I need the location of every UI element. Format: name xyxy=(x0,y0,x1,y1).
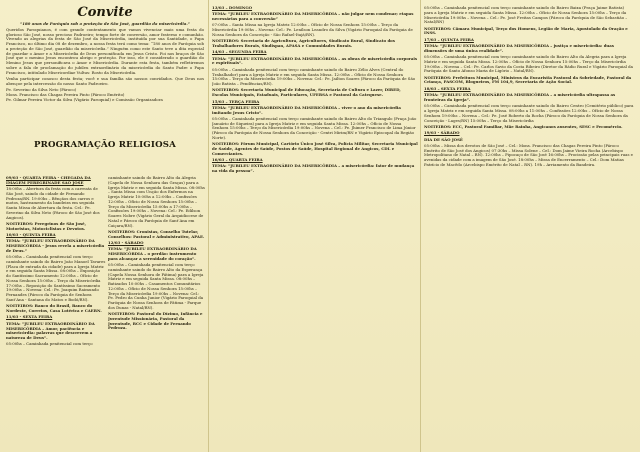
day-heading: 19/03 - SÁBADO xyxy=(424,130,460,136)
day-tema: TEMA: “JUBILEU EXTRAORDINÁRIO DA MISERICÓRDIA - Jesus revela a misericórdia de Deus.” xyxy=(6,238,105,253)
convite-invite: Venha participar conosco desta festa; você e sua família são nossos convidados. Que Deus nos abençoe pela intercessão do nosso Santo Padroeiro. xyxy=(6,76,204,86)
convite-section xyxy=(6,6,204,102)
signature: Pe. Severino da Silva Neto (Pároco) xyxy=(6,87,77,93)
day-tema: TEMA: “JUBILEU EXTRAORDINÁRIO DA MISERICÓRDIA – a misericórdia: fator de mudança na vida da pessoa”. xyxy=(212,163,415,174)
program-col-2 xyxy=(212,6,418,176)
day-noiteiros: NOITEIROS: Peregrinos de São José, Motoristas, Motociclistas e Devotos. xyxy=(6,220,86,231)
day-body: 05:00hs – Caminhada penitencial com terço caminhante saindo do Bairro Alto da Esperança (Capela Nossa Senhora de Fátima) para a Igreja Matriz e em seguida Santa Missa. 08:00hs – Batizados 10:00hs – Casamentos Comunitários 12:00hs – Ofício de Nossa Senhora 15:00hs – Terço da Misericórdia 19:00hs – Novena: Cel.: Pe. Pedro da Cunha Junior (Vigário Paroquial da Paróquia de Nossa Senhora de Fátima - Parque dos Dunas - Natal/RN). xyxy=(108,262,204,310)
day-heading: 12/03 - SÁBADO xyxy=(108,239,144,245)
day-body: 05:00hs – Caminhada penitencial com terço caminhante saindo do Bairro Baixa (Praça Jaime Batista) para a Igreja Matriz e em seguida Santa Missa. 12:00hs – Ofício de Nossa Senhora 15:00hs – Terço da Misericórdia 19:00hs – Novena – Cel.: Pe. José Freitas Campos (Pároco da Paróquia de São Sebastião – Natal/RN) xyxy=(424,6,628,25)
day-tema: TEMA: “JUBILEU EXTRAORDINÁRIO DA MISERICÓRDIA – não julgar nem condenar; etapas necessárias para a conversão” xyxy=(212,11,414,22)
day-noiteiros: NOITEIROS: ECC, Pastoral Familiar, Mãe Rainha, Angicanos ausentes, SESC e Fecomércio. xyxy=(424,123,623,129)
day-noiteiros: NOITEIROS: Secretaria Municipal de Educação, Secretaria de Cultura e Lazer, DIRED, Escolas Municipais, Estaduais, Particulares, UFERSA e Pastoral da Catequese. xyxy=(212,87,401,98)
day-tema: TEMA: “JUBILEU EXTRAORDINÁRIO DA MISERICÓRDIA – Amor, paciência e misericórdia: palavras que descrevem a natureza de Deus”. xyxy=(6,320,95,340)
day-tema: TEMA: “JUBILEU EXTRAORDINÁRIO DA MISERICÓRDIA – justiça e misericórdia: duas dimensões de uma única realidade”. xyxy=(424,43,614,53)
day-heading: 10/03 - QUINTA FEIRA xyxy=(6,232,56,238)
convite-title: Convite xyxy=(77,6,133,20)
day-body: 05:00hs – Missa dos devotos de São José – Cel.: Mons. Francisco das Chagas Pereira Pinto (Pároco Emérito de São José dos Angicos) 07:30hs – Missa Solene – Cel.: Dom Jaime Vieira Rocha (Arcebispo Metropolitano de Natal – RN). 12:00hs – Pipocaço de São José 16:00hs – Procissão pelas principais ruas e avenidas da cidade com a imagem de São José. 18:00hs – Missa de Encerramento – Cel.: Dom Matias Patrício de Macêdo (Arcebispo Emérito de Natal – RN). 19h – Arriamento da Bandeira. xyxy=(424,142,633,167)
program-col-3 xyxy=(424,6,634,169)
day-body: caminhante saindo do Bairro Alto da Alegria (Capela de Nossa Senhora das Graças) para a Igreja Matriz e em seguida Santa Missa. 08:00hs – Santa Missa com Unção dos Enfermos na Igreja Matriz 10:00hs a 12:00hs – Confissões 12:00hs – Ofício de Nossa Senhora 15:00hs – Terço da Misericórdia 15:00hs a 17:00hs – Confissões 19:00hs – Novena: Cel.: Pe. Edilson Soares Nobre (Vigário Geral da Arquidiocese de Natal e Pároco da Paróquia de Sant’Ana em Caiçara/RN). xyxy=(108,176,205,228)
day-noiteiros: NOITEIROS: Cronistas, Conselho Tutelar, Conselhos: Pastoral e Administrativo, APAE. xyxy=(108,228,205,239)
day-tema: TEMA: “JUBILEU EXTRAORDINÁRIO DA MISERICÓRDIA – a misericórdia ultrapassa as fronteiras da Igreja”. xyxy=(424,92,616,102)
day-noiteiros: NOITEIROS: Câmara Municipal, Terço dos Homens, Legião de Maria, Apostolado da Oração e INSS. xyxy=(424,25,628,36)
day-heading: 14/03 – SEGUNDA FEIRA xyxy=(212,49,267,55)
convite-quote: “180 anos de Paróquia sob a proteção de São José, guardião da misericórdia.” xyxy=(20,20,190,26)
day-heading: 16/03 – QUARTA FEIRA xyxy=(212,157,263,163)
day-noiteiros: NOITEIROS: Pastoral do Dízimo, Infância e Juventude Missionária, Pastoral da Juventude, RCC e Cidade de Fernando Pedroza. xyxy=(108,311,203,331)
day-noiteiros: NOITEIROS: Secretaria de Agricultura, Agricultores, Sindicato Rural, Sindicato dos Trabalhadores Rurais, Sindispan, APASA e Comunidades Rurais. xyxy=(212,38,395,49)
program-col-1b xyxy=(108,176,205,333)
day-tema: TEMA: “JUBILEU EXTRAORDINÁRIO DA MISERICÓRDIA – viver o ano da misericórdia imitando Jesus Cristo”. xyxy=(212,104,401,115)
day-tema: DIA DE SÃO JOSÉ xyxy=(424,136,463,142)
signature: Mons. Francisco das Chagas Pereira Pinto (Pároco Emérito) xyxy=(6,91,125,97)
day-body: 05:00hs – Caminhada penitencial com terço caminhante saindo do Bairro Alto do Triangulo (Praça João Januário de Siqueira) para a Igreja Matriz e em seguida Santa Missa. 12:00hs – Ofício de Nossa Senhora 15:00hs – Terço da Misericórdia 19:00hs – Novena – Cel.: Pe. Jhimer Francisco de Lima Júnior (Pároco da Paróquia de Nossa Senhora da Conceição - Centri Mirim/RN e Vigário Episcopal da Região Norte). xyxy=(212,115,417,140)
day-body: 05:00hs – Caminhada penitencial com terço caminhante saindo do Bairro Centro (Cemitério público) para a Igreja Matriz e em seguida Santa Missa. 08:00hs a 11:00hs – Confissões 12:00hs – Ofício de Nossa Senhora 19:00hs – Novena – Cel.: Pe. José Roberto da Rocha (Pároco da Paróquia de Nossa Senhora da Conceição - Lages/RN) 15:00hs – Terço da Misericórdia xyxy=(424,103,634,123)
day-heading: 15/03 – TERÇA FEIRA xyxy=(212,98,260,104)
day-heading: 09/03 - QUARTA FEIRA - CHEGADA DA IMAGEM PEREGRINADE SÃO JOSÉ xyxy=(6,176,91,185)
day-heading: 18/03 – SEXTA FEIRA xyxy=(424,85,471,91)
convite-body: Queridos Paroquianos, é com grande contentamento que vamos vivenciar mais uma festa do glorioso São José, nosso precioso Padroeiro; tempo forte de conversão, amor fraterno e comunhão. Vivendo as alegrias da festa de São José da Misericórdia, instituída por sua Santidade, o Papa Francisco, no último dia 08 de dezembro, a nossa festa terá como tema: “180 anos de Paróquia sob a proteção de São José, guardião da misericórdia.” Ninguém como este Santo teve a dita especial de guardar o Amor e a Misericórdia de Deus personificada em Jesus Cristo. Foi nos braços de São José que o menino Jesus encontrou abrigo e proteção. Por isso, ele é considerado o guardião do Menino Jesus que personificava o Amor e Misericórdia. Durante esta festa, também refletiremos sobre a fala de proclamação do jubileu extraordinário da misericórdia do Santo Padre o Papa Francisco, intitulado Misericordiae Vultus: Rosto da Misericórdia. xyxy=(6,26,204,75)
day-body: 05:00hs – Caminhada penitencial com terço xyxy=(6,341,93,347)
day-body: 05:00hs – Caminhada penitencial com terço caminhante saindo do Bairro Zélio Alves (Central do Trabalhador) para a Igreja Matriz e em seguida Santa Missa. 12:00hs – Ofício de Nossa Senhora 15:00hs – Terço da Misericórdia 19:00hs – Novena: Cel.: Pe. Jailton Soares (Pároco da Paróquia de São João Batista – Pendências/RN). xyxy=(212,66,416,87)
day-noiteiros: NOITEIROS: Banco do Brasil, Banco do Nordeste, Correios, Casa Lotérica e CAERN. xyxy=(6,303,102,314)
signature: Pe. Gilmar Pereira Victor da Silva (Vigário Paroquial) e Comissão Organizadora xyxy=(6,96,163,102)
day-tema: TEMA: “JUBILEU EXTRAORDINÁRIO DA MISERICÓRDIA – o perdão: instrumento para alcançar a serenidade do coração”. xyxy=(108,246,197,261)
day-body: 05:00hs – Caminhada penitencial com terço caminhante saindo do Bairro Alto da Alegria para a Igreja Matriz e em seguida Santa Missa. 12:00hs – Ofício de Nossa Senhora 15:00hs – Terço da Misericórdia 19:00hs – Novena – Cel.: Pe. Carlos Savio da Costa Ribeiro (Diretor da Rádio Rural e Vigário Paroquial da Paróquia de Santo Afonso Maria de Ligório – Natal/RN). xyxy=(424,54,633,74)
program-title: PROGRAMAÇÃO RELIGIOSA xyxy=(33,140,177,150)
day-body: 18:00hs – Abertura da festa com a carreata de São José, saindo da cidade de Fernando Pedroza/RN. 19:00hs – Bênçãos dos carros e motos, hasteamento da bandeira em seguida Santa Missa de Abertura da festa. Cel.: Pe. Severino da Silva Neto (Pároco de São José dos Angicos). xyxy=(6,186,100,220)
day-body: 07:00hs – Santa Missa na Igreja Matriz 12:00hs – Ofício de Nossa Senhora 15:00hs – Terço da Misericórdia 19:00hs – Novena: Cel.: Pe. Lenílson Leandro da Silva (Vigário Paroquial da Paróquia de Nossa Senhora da Conceição - São Rafael-Itajá/RN). xyxy=(212,22,413,37)
day-body: 05:00hs – Caminhada penitencial com terço caminhante saindo do Bairro João Manoel Tavares (Placa de entrada da cidade) para a Igreja Matriz e em seguida Santa Missa. 08:00hs – Exposição do Santíssimo Sacramento 12:00hs – Ofício de Nossa Senhora 15:00hs – Terço da Misericórdia 17:00hs – Reposição do Santíssimo Sacramento 19:00hs – Novena: Cel.: Pe. Joaquim Raimundo Fernandes (Pároco da Paróquia de Senhora Sant’Ana - Santana do Matos e Bodó/RN). xyxy=(6,254,106,302)
column-divider xyxy=(420,0,421,452)
day-heading: 11/03 - SEXTA FEIRA xyxy=(6,314,53,320)
program-col-1a xyxy=(6,176,106,349)
day-heading: 17/03 – QUINTA FEIRA xyxy=(424,36,474,42)
day-noiteiros: NOITEIROS: Prefeitura Municipal, Ministros da Eucaristia Pastoral da Sobriedade, Pastoral da Criança, PASCOM, Blogueiros, FM 104,9, Secretaria de Ação Social. xyxy=(424,74,632,85)
day-noiteiros: NOITEIROS: Fórum Municipal, Cartório Único José Silva, Polícia Militar, Secretaria Municipal de Saúde, Agentes de Saúde, Postos de Saúde, Hospital Regional de Angicos, CDL e Comerciantes. xyxy=(212,141,418,156)
column-divider xyxy=(208,0,209,452)
day-tema: TEMA: “JUBILEU EXTRAORDINÁRIO DA MISERICÓRDIA – as obras de misericórdia corporais e espirituais”. xyxy=(212,55,418,66)
day-heading: 13/03 – DOMINGO xyxy=(212,6,253,10)
